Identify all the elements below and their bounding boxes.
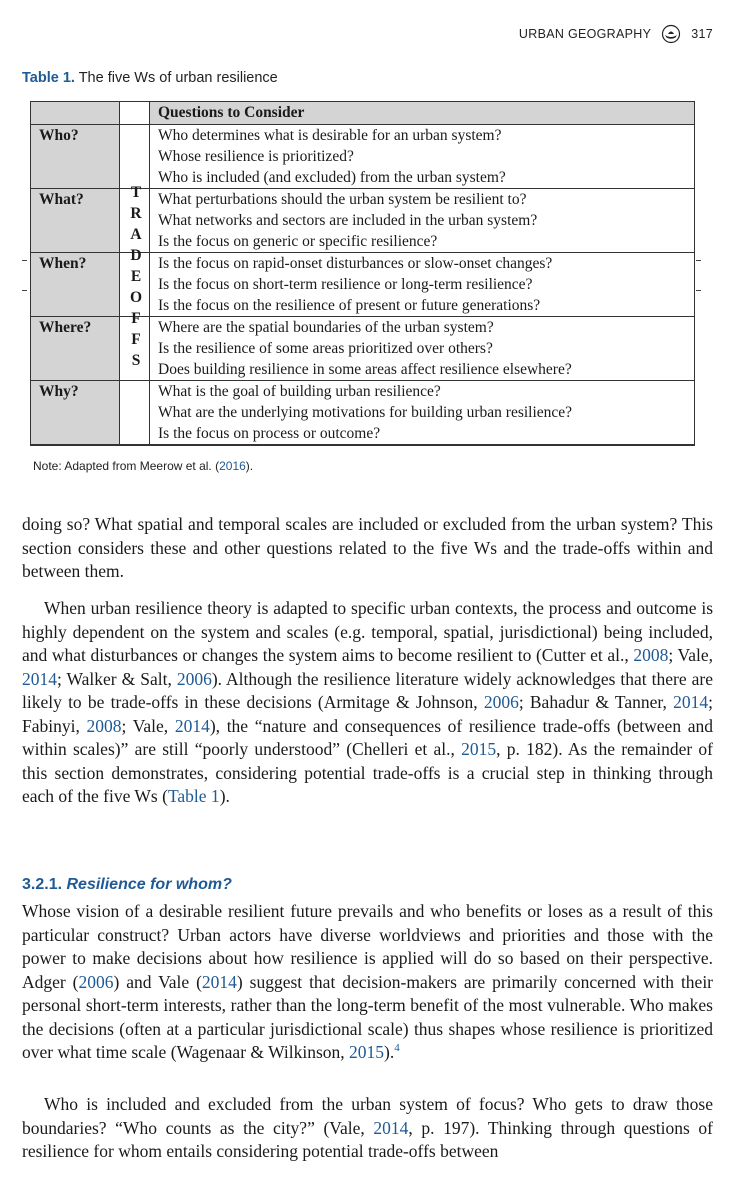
citation-link[interactable]: 2006 xyxy=(78,971,114,992)
paragraph: Whose vision of a desirable resilient future prevails and who benefits or loses as a result of this particular construct? Urban actors have diverse worldviews and priorities and those with the power to make decisions about how resilience is applied will do so based on their perspective. Adger (2006) and Vale (2014) suggest that decision-makers are primarily concerned with their personal short-term interests, rather than the long-term benefit of the most vulnerable. Who makes the decisions (often at a particular jurisdictional scale) thus shapes whose resilience is prioritized over what time scale (Wagenaar & Wilkinson, 2015).$^4$ xyxy=(22,901,714,1062)
row-questions xyxy=(150,253,694,316)
tradeoffs-letter: S xyxy=(131,352,141,369)
citation-link[interactable]: 2015 xyxy=(349,1042,385,1062)
citation-link[interactable]: 2006 xyxy=(483,692,519,712)
question: Where are the spatial boundaries of the urban system? xyxy=(158,319,494,336)
margin-mark xyxy=(696,290,701,291)
citation-link[interactable]: 2014 xyxy=(373,1117,409,1138)
journal-title: URBAN GEOGRAPHY xyxy=(518,27,652,41)
tradeoffs-vertical-label xyxy=(121,182,151,371)
header-questions-cell: Questions to Consider xyxy=(150,102,694,124)
row-label: Who? xyxy=(31,125,120,188)
margin-mark xyxy=(22,290,27,291)
question: What perturbations should the urban system be resilient to? xyxy=(158,191,527,208)
running-head xyxy=(519,24,713,44)
citation-link[interactable]: 2015 xyxy=(461,739,497,759)
five-ws-table xyxy=(30,101,695,446)
tradeoffs-letter: D xyxy=(130,247,142,264)
row-questions xyxy=(150,125,694,188)
question: Whose resilience is prioritized? xyxy=(158,148,354,165)
tradeoffs-letter: F xyxy=(131,310,141,327)
table-row-who xyxy=(31,125,694,189)
row-questions xyxy=(150,189,694,252)
row-label: When? xyxy=(31,253,120,316)
table-row-why xyxy=(31,381,694,445)
tradeoffs-letter: T xyxy=(130,184,142,201)
tradeoffs-letter: R xyxy=(130,205,142,222)
citation-link[interactable]: 2008 xyxy=(86,715,122,736)
question: Is the focus on the resilience of present or future generations? xyxy=(158,297,541,314)
tradeoffs-letter: O xyxy=(129,289,143,306)
margin-mark xyxy=(22,260,27,261)
table-caption-text: The five Ws of urban resilience xyxy=(74,70,278,86)
row-label: Where? xyxy=(31,317,120,380)
section-heading xyxy=(22,876,232,894)
table-header-row xyxy=(31,102,694,125)
question: Who determines what is desirable for an urban system? xyxy=(158,127,502,144)
header-mid-cell xyxy=(120,102,150,124)
row-questions xyxy=(150,381,694,444)
citation-link[interactable]: 2006 xyxy=(176,668,212,689)
table-note: Note: Adapted from Meerow et al. (2016). xyxy=(33,459,254,473)
table-caption xyxy=(22,70,278,86)
table-reference-link[interactable]: Table 1 xyxy=(167,786,220,806)
question: Is the focus on short-term resilience or long-term resilience? xyxy=(158,276,533,293)
row-label: Why? xyxy=(31,381,120,444)
citation-link[interactable]: 2014 xyxy=(22,668,57,689)
margin-mark xyxy=(696,260,701,261)
tradeoffs-letter: F xyxy=(131,331,141,348)
citation-link[interactable]: 2014 xyxy=(174,715,210,736)
tradeoffs-letter: E xyxy=(130,268,142,285)
publisher-logo-icon xyxy=(661,24,681,44)
citation-link[interactable]: 2016 xyxy=(219,459,246,473)
page-number: 317 xyxy=(691,27,713,41)
question: Who is included (and excluded) from the urban system? xyxy=(158,169,506,186)
question: Does building resilience in some areas affect resilience elsewhere? xyxy=(158,361,572,378)
question: Is the focus on process or outcome? xyxy=(158,425,381,442)
question: Is the focus on generic or specific resilience? xyxy=(158,233,438,250)
header-label-cell xyxy=(31,102,120,124)
question: What are the underlying motivations for building urban resilience? xyxy=(158,404,573,421)
citation-link[interactable]: 2008 xyxy=(633,645,669,665)
section-title: Resilience for whom? xyxy=(66,876,232,893)
section-number: 3.2.1. xyxy=(22,876,63,893)
citation-link[interactable]: 2014 xyxy=(201,971,237,992)
row-questions xyxy=(150,317,694,380)
question: What networks and sectors are included in the urban system? xyxy=(158,212,538,229)
table-caption-label: Table 1. xyxy=(22,70,75,86)
question: Is the focus on rapid-onset disturbances or slow-onset changes? xyxy=(158,255,553,272)
row-label: What? xyxy=(31,189,120,252)
paragraph: Who is included and excluded from the urban system of focus? Who gets to draw those boundaries? “Who counts as the city?” (Vale, 2014, p. 197). Thinking through questions of resilience for whom entails considering potential trade-offs between xyxy=(22,1094,713,1161)
footnote-marker[interactable]: 4 xyxy=(394,1042,400,1055)
citation-link[interactable]: 2014 xyxy=(673,692,709,712)
question: Is the resilience of some areas prioritized over others? xyxy=(158,340,493,357)
tradeoffs-letter: A xyxy=(130,226,142,243)
paragraph: When urban resilience theory is adapted to specific urban contexts, the process and outcome is highly dependent on the system and scales (e.g. temporal, spatial, jurisdictional) being included, and what disturbances or changes the system aims to become resilient to (Cutter et al., 2008; Vale, 2014; Walker & Salt, 2006). Although the resilience literature widely acknowledges that there are likely to be trade-offs in these decisions (Armitage & Johnson, 2006; Bahadur & Tanner, 2014; Fabinyi, 2008; Vale, 2014), the “nature and consequences of resilience trade-offs (between and within scales)” are still “poorly understood” (Chelleri et al., 2015, p. 182). As the remainder of this section demonstrates, considering potential trade-offs is a crucial step in thinking through each of the five Ws (Table 1). xyxy=(22,598,713,806)
question: What is the goal of building urban resilience? xyxy=(158,383,441,400)
paragraph: doing so? What spatial and temporal scales are included or excluded from the urban system? This section considers these and other questions related to the five Ws and the trade-offs within and between them. xyxy=(22,514,713,581)
